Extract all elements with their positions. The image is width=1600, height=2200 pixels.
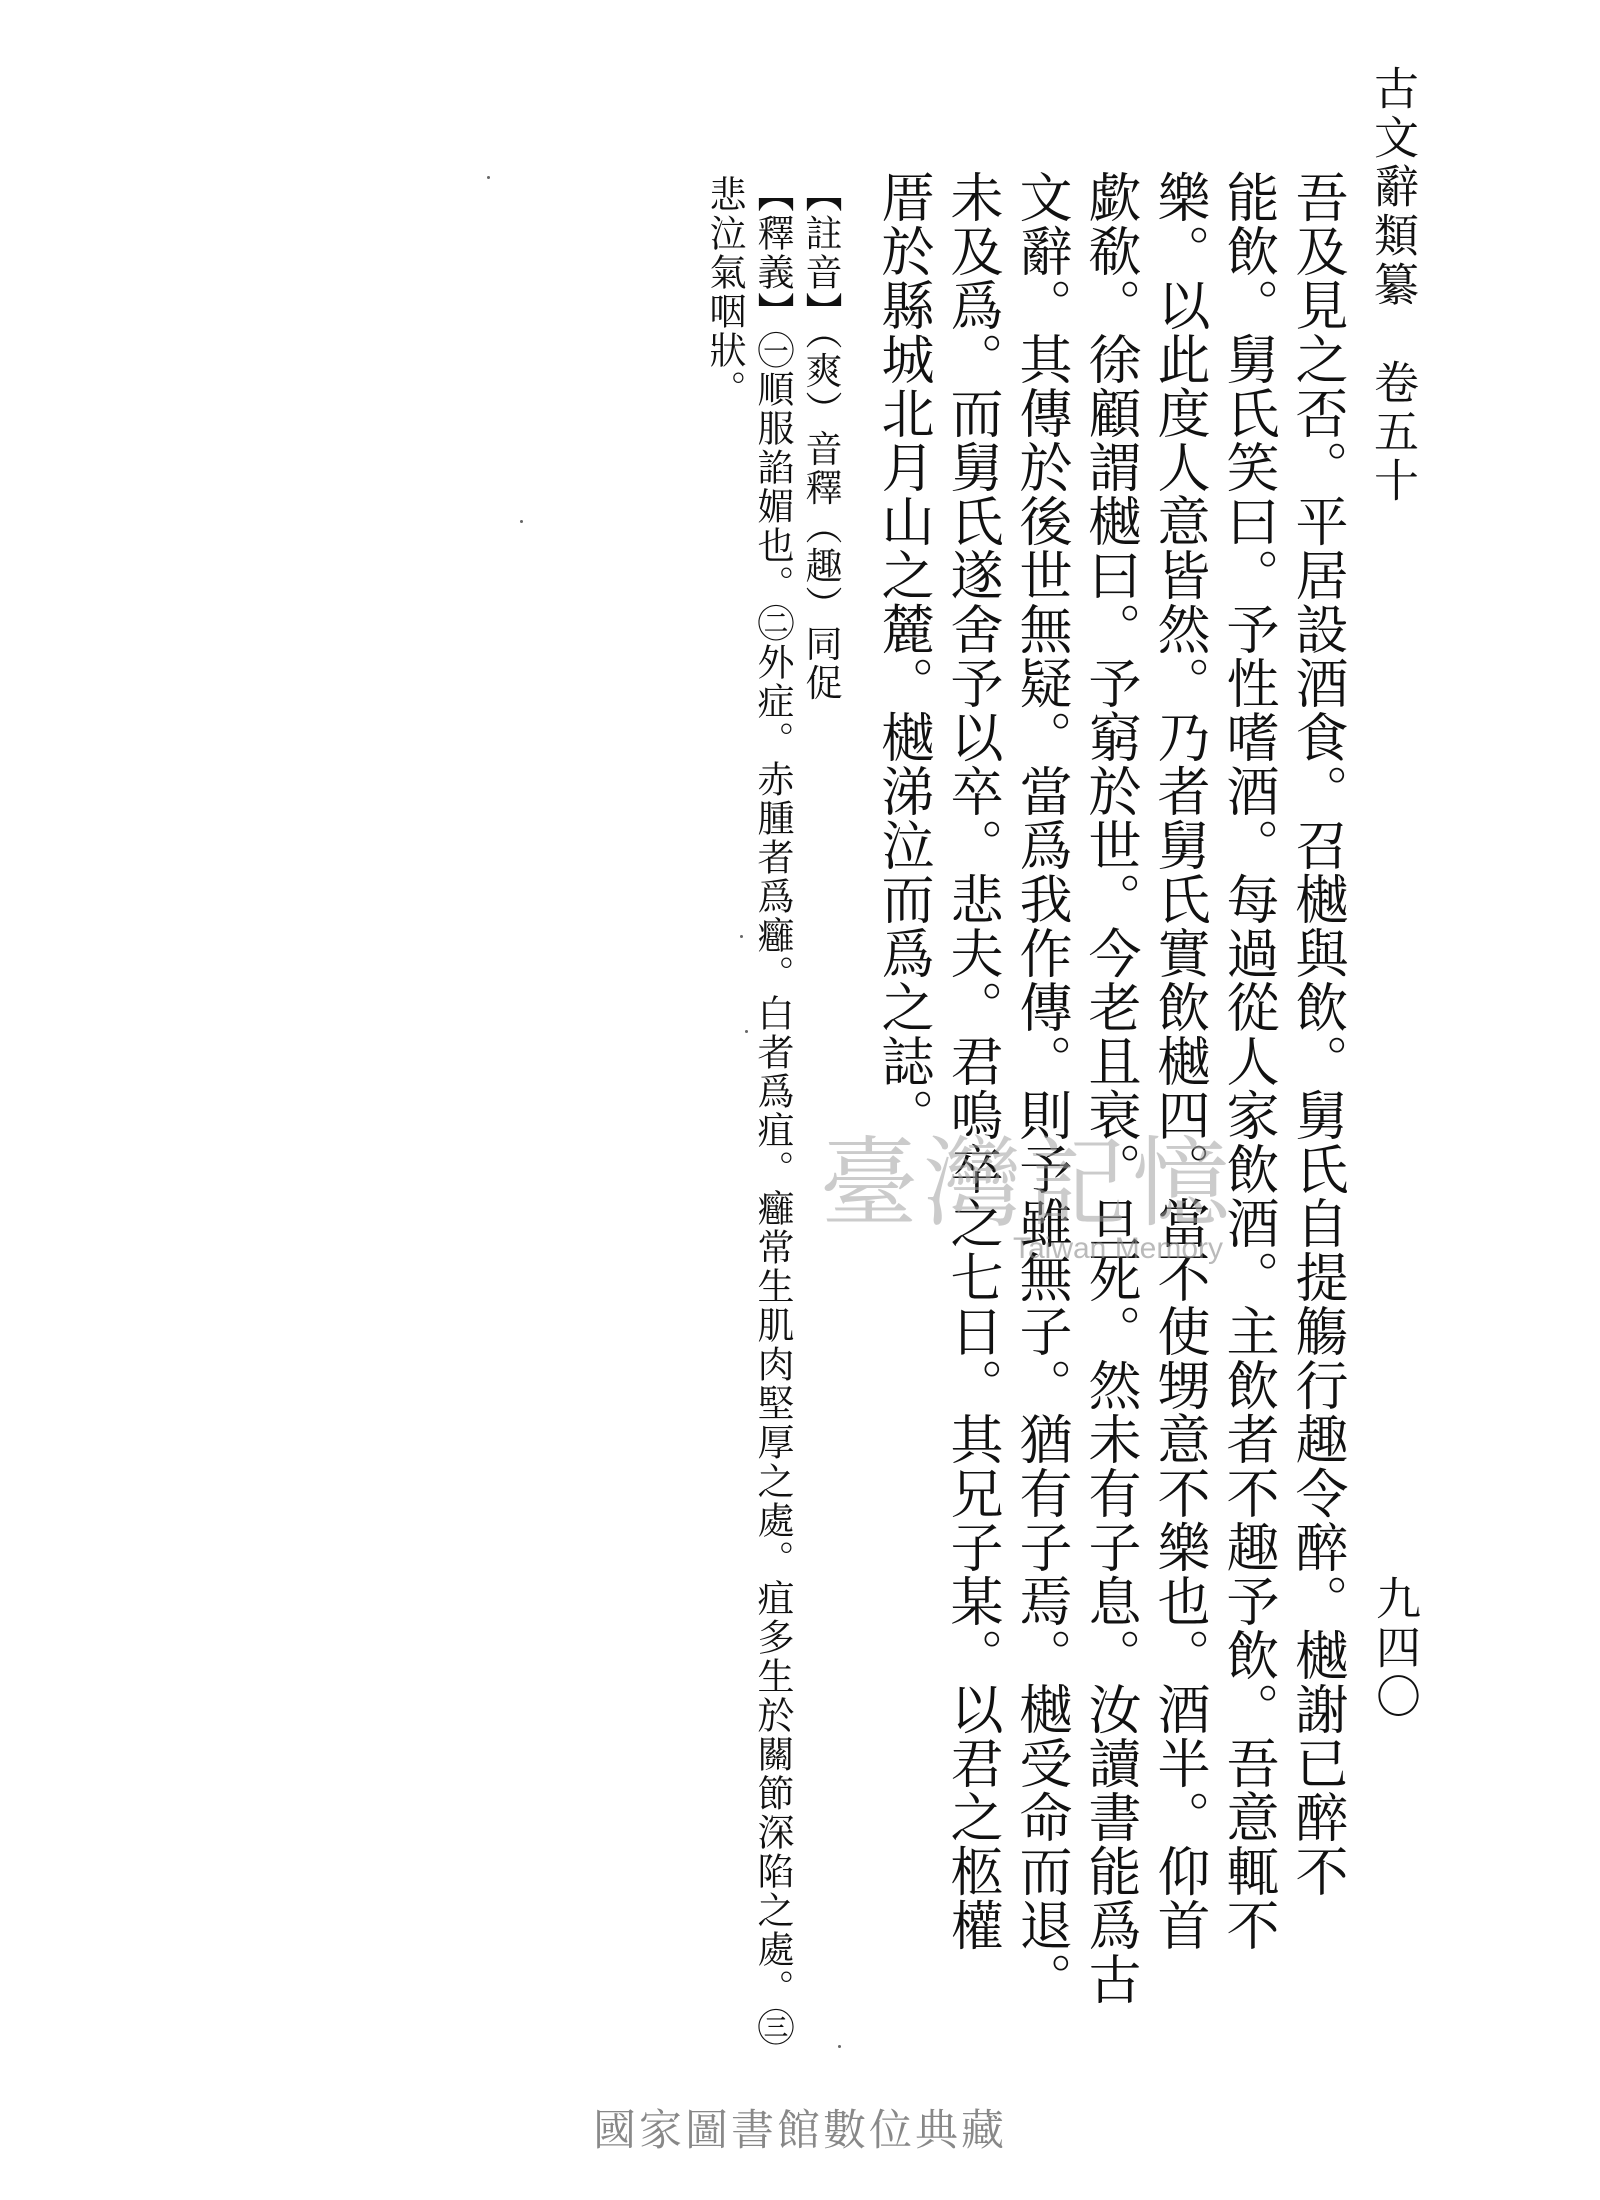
body-column-7: 厝於縣城北月山之麓。樾涕泣而爲之誌。 xyxy=(873,170,934,1142)
library-footer: 國家圖書館數位典藏 xyxy=(593,2106,1007,2156)
page-number: 九四〇 xyxy=(1368,1575,1421,1722)
body-column-2: 能飲。舅氏笑曰。予性嗜酒。每過從人家飲酒。主飲者不趣予飲。吾意輒不 xyxy=(1218,170,1279,1952)
watermark-english: Taiwan Memory xyxy=(1012,1232,1224,1265)
watermark-chinese: 臺灣記憶 xyxy=(820,1127,1237,1241)
body-column-5: 文辭。其傳於後世無疑。當爲我作傳。則予雖無子。猶有子焉。樾受命而退。 xyxy=(1011,170,1072,2006)
body-column-1: 吾及見之否。平居設酒食。召樾與飲。舅氏自提觴行趣令醉。樾謝已醉不 xyxy=(1287,170,1348,1898)
explanation-note: 【釋義】㊀順服諂媚也。㊁外症。赤腫者爲癰。白者爲疽。癰常生肌肉堅厚之處。疽多生於關節深陷之處。㊂ xyxy=(751,175,794,2047)
scan-speck xyxy=(487,176,490,179)
annotation-note: 【註音】（爽）音釋（趣）同促 xyxy=(799,175,842,703)
scan-speck xyxy=(745,1030,748,1033)
scan-speck xyxy=(838,2045,841,2048)
watermark xyxy=(820,1105,1236,1266)
scan-speck xyxy=(740,935,743,938)
body-column-6: 未及爲。而舅氏遂舍予以卒。悲夫。君嗚卒之七日。其兄子某。以君之柩權 xyxy=(942,170,1003,1952)
scan-speck xyxy=(520,520,523,523)
body-column-4: 歔欷。徐顧謂樾曰。予窮於世。今老且衰。旦死。然未有子息。汝讀書能爲古 xyxy=(1080,170,1141,2006)
book-title: 古文辭類纂 卷五十 xyxy=(1366,65,1419,506)
body-column-3: 樂。以此度人意皆然。乃者舅氏實飲樾四。當不使甥意不樂也。酒半。仰首 xyxy=(1149,170,1210,1952)
explanation-note-continued: 悲泣氣咽狀。 xyxy=(703,175,746,409)
